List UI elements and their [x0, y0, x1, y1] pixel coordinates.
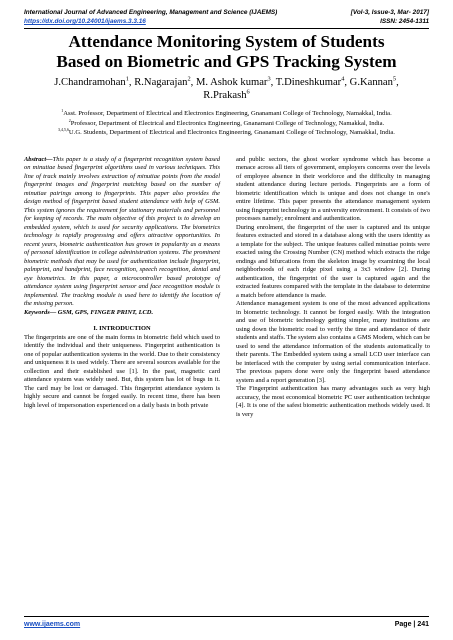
author: M. Ashok kumar$^3$ — [195, 75, 271, 88]
section-heading: I. INTRODUCTION — [93, 325, 151, 333]
author: R.Nagarajan$^2$ — [134, 75, 191, 88]
title-line-2: Based on Biometric and GPS Tracking System — [56, 52, 397, 71]
paper-title — [24, 32, 429, 72]
affiliation: $^1$Asst. Professor, Department of Electrical and Electronics Engineering, Gnanamani College of Technology, Namakkal, India. — [61, 107, 392, 117]
abstract-label: Abstract— — [24, 156, 53, 163]
site-link[interactable]: www.ijaems.com — [24, 621, 81, 628]
intro-paragraph: The fingerprints are one of the main forms in biometric field which used to identify the individual and their uniqueness. Fingerprint authentication is one of popular authentication systems in the world. Due to their consistency and uniqueness it is used widely. There are several sources available for the collection and their established use [1]. In the past, magnetic card attendance system was widely used. But, this system has lot of bugs in it. The card may be lost or damaged. This fingerprint attendance system is highly secure and cannot be forged easily. In recent time, there has been high level of impersonation experienced on a daily basis in both private — [24, 333, 220, 409]
author: G.Kannan$^5$ — [349, 75, 397, 88]
page-number: Page | 241 — [394, 621, 429, 628]
journal-name: International Journal of Advanced Engineering, Management and Science (IJAEMS) — [24, 9, 278, 16]
body-paragraph: The Fingerprint authentication has many advantages such as very high accuracy, the most economical biometric PC user authentication technique [4]. It is one of the safest biometric authentication methods widely used. It is very — [236, 385, 430, 418]
left-column — [24, 156, 220, 410]
issue-info: [Vol-3, Issue-3, Mar- 2017] — [350, 9, 429, 16]
author: J.Chandramohan$^1$ — [54, 75, 129, 88]
keywords: Keywords— GSM, GPS, FINGER PRINT, LCD. — [24, 308, 154, 316]
affiliation: $^{3,4,5,6}$U.G. Students, Department of Electrical and Electronics Engineering, Gnanamani College of Technology, Namakkal, India. — [58, 127, 395, 137]
issn: ISSN: 2454-1311 — [380, 18, 429, 25]
author-list: J.Chandramohan$^1$, R.Nagarajan$^2$, M. Ashok kumar$^3$, T.Dineshkumar$^4$, G.Kannan$^5$, R.Prakash$^6$ — [54, 75, 399, 101]
doi-link[interactable]: https://dx.doi.org/10.24001/ijaems.3.3.16 — [24, 18, 146, 25]
abstract-text: This paper is a study of a fingerprint recognition system based on minutiae based fingerprint algorithms used in various techniques. This line of track mainly involves extraction of minutiae points from the model fingerprint images and fingerprint matching based on the number of minutiae pairings among to fingerprints. This paper also provides the design method of fingerprint based student attendance with help of GSM. This system ignores the requirement for stationary materials and personnel for keeping of records. The main objective of this project is to develop an embedded system, which is used for security applications. The biometrics technology is rapidly progressing and offers attractive opportunities. In recent years, biometric authentication has grown in popularity as a means of personal identification in college administration systems. The prominent biometric methods that may be used for authentication include fingerprint, palmprint, and handprint, face recognition, speech recognition, dental and eye biometrics. In this paper, a microcontroller based prototype of attendance system using fingerprint sensor and face recognition module is implemented. The tracking module is used here to identify the location of the missing person. — [24, 156, 220, 308]
author: R.Prakash$^6$ — [203, 88, 250, 101]
footer-rule — [24, 616, 429, 617]
author: T.Dineshkumar$^4$ — [275, 75, 345, 88]
body-paragraph: During enrolment, the fingerprint of the user is captured and its unique features extracted and stored in a database along with the users identity as a template for the subject. The unique features called minutiae points were exacted using the Crossing Number (CN) method which extracts the ridge endings and bifurcations from the skeleton image by examining the local neighborhoods of each ridge pixel using a 3x3 window [2]. During authentication, the fingerprint of the user is captured again and the extracted features compared with the template in the database to determine a match before attendance is made. — [236, 223, 430, 299]
page-footer — [24, 620, 429, 629]
right-column — [236, 156, 430, 419]
affiliation: $^2$Professor, Department of Electrical and Electronics Engineering, Gnanamani College of Technology, Namakkal, India. — [68, 117, 385, 127]
title-line-1: Attendance Monitoring System of Students — [68, 32, 385, 51]
affiliations — [24, 109, 429, 138]
body-paragraph: and public sectors, the ghost worker syndrome which has become a menace across all tiers of government, employers concerns over the levels of employee absence in their workforce and the difficulty in managing student attendance during lecture periods. Fingerprints are a form of biometric identification which is unique and does not change in one's entire lifetime. This paper presents the attendance management system using fingerprint technology in a university environment. It consists of two processes namely; enrolment and authentication. — [236, 156, 430, 223]
running-header — [24, 8, 429, 26]
abstract — [24, 156, 220, 309]
body-paragraph: Attendance management system is one of the most advanced applications in biometric technology. It cannot be forged easily. With the integration and use of biometric technology getting simpler, many institutions are using down the biometric road to verify the time and attendance of their students and staffs. The system also contains a GMS Modem, which can be used to send the attendance information of the students automatically to their parents. The Embedded system using a small LCD user interface can be interfaced with the computer by using serial communication interface. The previous papers done were only the fingerprint based attendance system and a report generation [3]. — [236, 300, 430, 384]
header-rule — [24, 28, 429, 29]
